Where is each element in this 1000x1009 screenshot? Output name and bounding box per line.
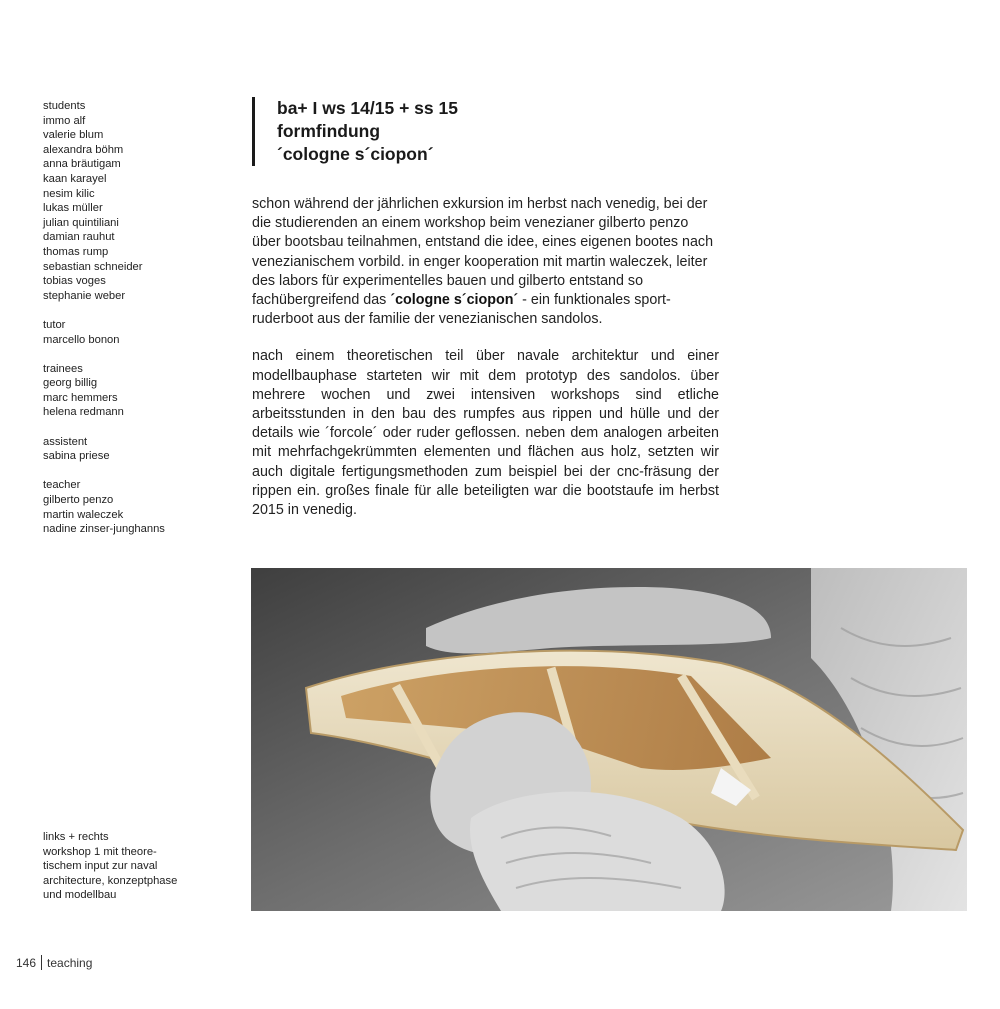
caption-line: tischem input zur naval [43,860,158,873]
project-heading [252,97,458,166]
teacher-group [43,478,223,536]
trainees-label: trainees [43,362,83,375]
caption-line: und modellbau [43,889,117,902]
student-name: damian rauhut [43,231,115,244]
project-name-bold: ´cologne s´ciopon´ [390,292,519,309]
assistent-name: sabina priese [43,450,110,463]
body-text [252,195,719,538]
trainee-name: helena redmann [43,406,124,419]
heading-project: ´cologne s´ciopon´ [277,144,434,164]
student-name: immo alf [43,114,86,127]
student-name: kaan karayel [43,172,107,185]
student-name: tobias voges [43,275,106,288]
trainee-name: marc hemmers [43,391,118,404]
student-name: lukas müller [43,202,103,215]
credits-sidebar [43,99,223,551]
photo-caption [43,830,233,903]
teacher-name: martin waleczek [43,508,124,521]
student-name: anna bräutigam [43,158,121,171]
trainees-group [43,362,223,420]
student-name: sebastian schneider [43,260,143,273]
students-label: students [43,100,86,112]
student-name: stephanie weber [43,289,126,302]
heading-topic: formfindung [277,121,381,141]
student-name: nesim kilic [43,187,95,200]
tutor-group [43,318,223,347]
heading-course: ba+ I ws 14/15 + ss 15 [277,98,458,118]
page-number: 146 [16,956,37,970]
paragraph-intro-start: schon während der jährlichen exkursion im herbst nach venedig, bei der die studierenden an einem workshop beim venezianer gilberto penzo über bootsbau teilnahmen, entstand die idee, eines eigenen bootes nach venezianischem vorbild. in enger kooperation mit martin waleczek, leiter des labors für experimentelles bauen und gilberto entstand so fachübergreifend das [252,196,714,309]
student-name: valerie blum [43,129,104,142]
paragraph-intro-end: - ein funktionales sport-ruderboot aus der familie der venezianischen sandolos. [252,292,671,328]
paragraph-intro [252,195,719,329]
teacher-label: teacher [43,479,81,492]
student-name: julian quintiliani [43,216,119,229]
teacher-name: nadine zinser-junghanns [43,523,165,536]
tutor-name: marcello bonon [43,333,120,346]
caption-line: links + rechts [43,831,109,843]
boat-model-photo [251,568,967,911]
paragraph-process: nach einem theoretischen teil über navale architektur und einer modellbauphase starteten wir mit dem prototyp des sandolos. über mehrere wochen und zwei intensiven workshops sind etliche arbeitsstunden in den bau des rumpfes aus rippen und hülle und der details wie ´forcole´ oder ruder geflossen. neben dem analogen arbeiten mit mehrfachgekrümmten elementen und flächen aus holz, setzten wir auch digitale fertigungsmethoden zum beispiel bei der cnc-fräsung der rippen ein. großes finale für alle beteiligten war die bootstaufe im herbst 2015 in venedig. [252,348,719,519]
caption-line: workshop 1 mit theore- [43,845,157,858]
assistent-label: assistent [43,435,88,448]
assistent-group [43,435,223,464]
student-name: alexandra böhm [43,143,124,156]
section-label: teaching [47,956,93,970]
page-footer [16,955,92,971]
trainee-name: georg billig [43,377,98,390]
tutor-label: tutor [43,318,66,331]
students-group [43,99,223,303]
teacher-name: gilberto penzo [43,494,114,507]
boat-model-illustration [251,568,967,911]
student-name: thomas rump [43,245,109,258]
caption-line: architecture, konzeptphase [43,874,178,887]
footer-divider [41,955,42,970]
